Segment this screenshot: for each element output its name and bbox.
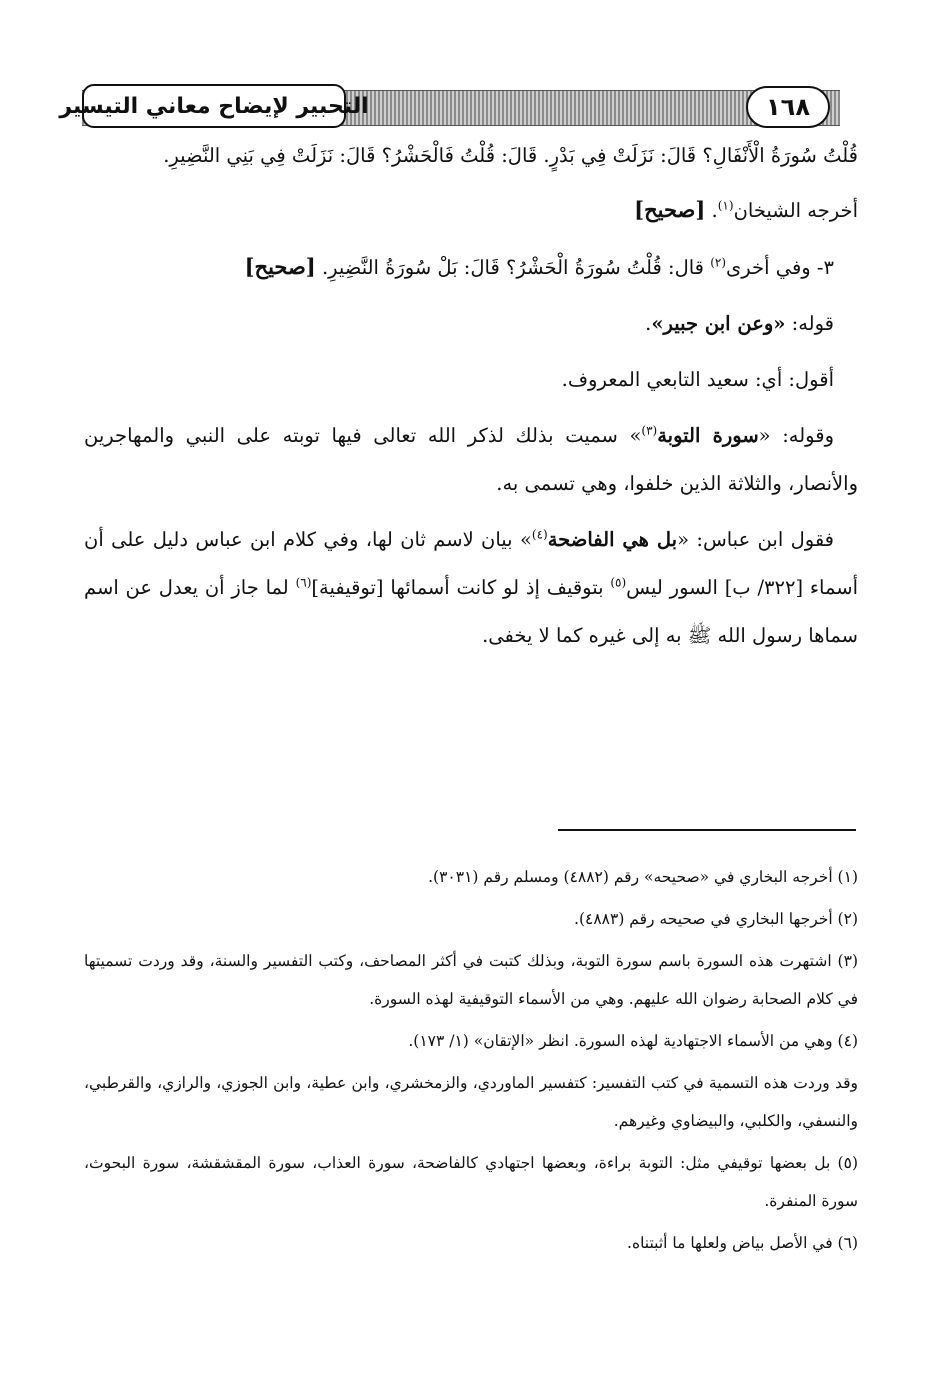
- footnote-ref-1[interactable]: (١): [717, 198, 734, 213]
- grade-label: [صحيح]: [244, 254, 316, 279]
- hadith-3: ٣- وفي أخرى$^{(٢)}$ قال: قُلْتُ سُورَةُ الْحَشْرُ؟ قَالَ: بَلْ سُورَةُ النَّضِيرِ. [صحيح]: [244, 254, 834, 279]
- footnote-6: (٦) في الأصل بياض ولعلها ما أثبتناه.: [627, 1234, 858, 1252]
- takhrij-line: أخرجه الشيخان$^{(١)}$. [صحيح]: [634, 197, 858, 222]
- hadith-continuation: قُلْتُ سُورَةُ الْأَنْفَالِ؟ قَالَ: نَزَلَتْ فِي بَدْرٍ. قَالَ: قُلْتُ فَالْحَشْرُ؟ قَالَ: نَزَلَتْ فِي بَنِي النَّضِيرِ.: [163, 144, 858, 167]
- commentary-paragraph: فقول ابن عباس: «بل هي الفاضحة$^{(٤)}$» بيان لاسم ثان لها، وفي كلام ابن عباس دليل على أن أسماء [٣٢٢/ ب] السور ليس$^{(٥)}$ بتوقيف إذ لو كانت أسمائها [توقيفية]$^{(٦)}$ لما جاز أن يعدل عن اسم سماها رسول الله ﷺ به إلى غيره كما لا يخفى.: [84, 527, 859, 647]
- grade-label: [صحيح]: [634, 197, 706, 222]
- footnote-ref-2[interactable]: (٢): [710, 255, 727, 270]
- book-title: التحبير لإيضاح معاني التيسير: [59, 93, 369, 119]
- commentary-lemma: قوله: «وعن ابن جبير».: [645, 312, 834, 335]
- page-number-badge: [746, 86, 830, 128]
- commentary-paragraph: وقوله: «سورة التوبة$^{(٣)}$» سميت بذلك لذكر الله تعالى فيها توبته على النبي والمهاجرين والأنصار، والثلاثة الذين خلفوا، وهي تسمى به.: [84, 423, 858, 495]
- footnote-separator: [558, 829, 856, 831]
- footnote-4: (٤) وهي من الأسماء الاجتهادية لهذه السورة. انظر «الإتقان» (١/ ١٧٣).: [408, 1032, 858, 1050]
- footnote-ref-4[interactable]: (٤): [531, 527, 548, 542]
- page-number: ١٦٨: [766, 93, 810, 121]
- footnotes: [84, 858, 858, 1266]
- main-text: [84, 132, 858, 668]
- footnote-ref-5[interactable]: (٥): [610, 575, 627, 590]
- footnote-1: (١) أخرجه البخاري في «صحيحه» رقم (٤٨٨٢) ومسلم رقم (٣٠٣١).: [428, 868, 858, 886]
- footnote-4-continued: وقد وردت هذه التسمية في كتب التفسير: كتفسير الماوردي، والزمخشري، وابن عطية، وابن الجوزي، والرازي، والقرطبي، والنسفي، والكلبي، والبيضاوي وغيرهم.: [84, 1074, 858, 1130]
- running-header-title: [59, 84, 369, 128]
- commentary-line: أقول: أي: سعيد التابعي المعروف.: [561, 368, 834, 391]
- footnote-ref-3[interactable]: (٣): [641, 423, 658, 438]
- footnote-2: (٢) أخرجها البخاري في صحيحه رقم (٤٨٨٣).: [574, 910, 858, 928]
- footnote-ref-6[interactable]: (٦): [295, 575, 312, 590]
- footnote-3: (٣) اشتهرت هذه السورة باسم سورة التوبة، وبذلك كتبت في أكثر المصاحف، وكتب التفسير والسنة، وقد وردت تسميتها في كلام الصحابة رضوان الله عليهم. وهي من الأسماء التوقيفية لهذه السورة.: [84, 952, 858, 1008]
- footnote-5: (٥) بل بعضها توقيفي مثل: التوبة براءة، وبعضها اجتهادي كالفاضحة، سورة العذاب، سورة المقشقشة، سورة البحوث، سورة المنفرة.: [84, 1154, 858, 1210]
